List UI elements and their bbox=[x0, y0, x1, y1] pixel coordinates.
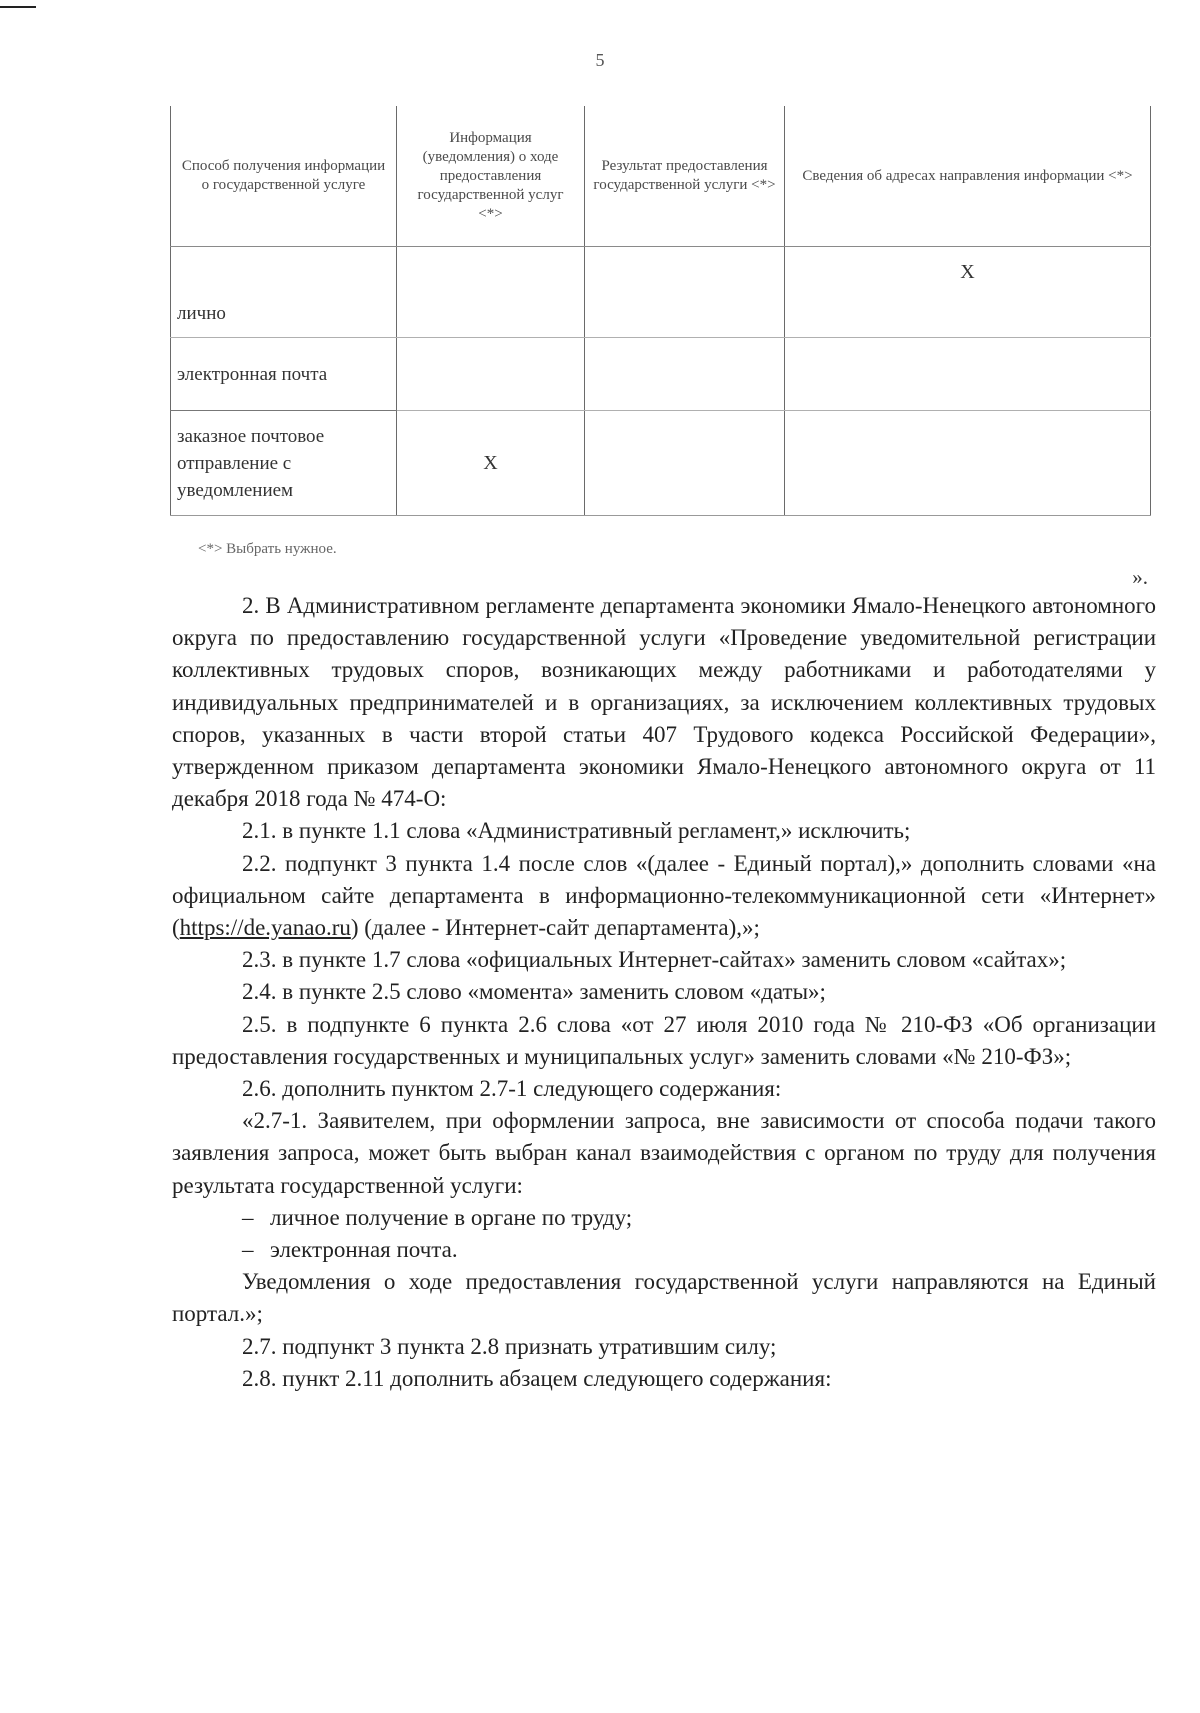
paragraph-2-7: 2.7. подпункт 3 пункта 2.8 признать утратившим силу; bbox=[242, 1333, 777, 1359]
progress-cell bbox=[397, 247, 585, 338]
method-cell: лично bbox=[171, 247, 397, 338]
header-progress: Информация (уведомления) о ходе предоставления государственной услуг <*> bbox=[397, 106, 585, 247]
website-link[interactable]: https://de.yanao.ru bbox=[179, 915, 351, 941]
addresses-cell bbox=[785, 338, 1151, 411]
paragraph-2-1: 2.1. в пункте 1.1 слова «Административный регламент,» исключить; bbox=[242, 818, 911, 844]
page-number: 5 bbox=[595, 50, 605, 70]
header-method: Способ получения информации о государственной услуге bbox=[171, 106, 397, 247]
paragraph-2-6: 2.6. дополнить пунктом 2.7-1 следующего содержания: bbox=[242, 1076, 782, 1102]
list-item bbox=[172, 1234, 1156, 1266]
paragraph-2-5: 2.5. в подпункте 6 пункта 2.6 слова «от 27 июля 2010 года № 210-ФЗ «Об организации предоставления государственных и муниципальных услуг» заменить словами «№ 210-ФЗ»; bbox=[172, 1011, 1156, 1069]
paragraph-2-2 bbox=[172, 848, 1156, 945]
dash-marker: – bbox=[242, 1204, 254, 1230]
result-cell bbox=[585, 338, 785, 411]
list-item-text: электронная почта. bbox=[270, 1237, 458, 1263]
paragraph-2-4: 2.4. в пункте 2.5 слово «момента» заменить словом «даты»; bbox=[242, 979, 826, 1005]
paragraph-2-8: 2.8. пункт 2.11 дополнить абзацем следующего содержания: bbox=[242, 1365, 832, 1391]
addresses-cell bbox=[785, 411, 1151, 516]
table-row bbox=[171, 247, 1151, 338]
table-footnote: <*> Выбрать нужное. bbox=[198, 541, 337, 557]
header-result: Результат предоставления государственной услуги <*> bbox=[585, 106, 785, 247]
paragraph-notice: Уведомления о ходе предоставления государственной услуги направляются на Единый портал.»; bbox=[172, 1269, 1156, 1327]
method-cell: заказное почтовое отправление с уведомлением bbox=[171, 411, 397, 516]
paragraph-2-2-tail: ) (далее - Интернет-сайт департамента),»; bbox=[350, 915, 760, 941]
addresses-cell: X bbox=[785, 247, 1151, 338]
list-item bbox=[172, 1202, 1156, 1234]
method-cell: электронная почта bbox=[171, 338, 397, 411]
progress-cell: X bbox=[397, 411, 585, 516]
table-row bbox=[171, 338, 1151, 411]
result-cell bbox=[585, 247, 785, 338]
info-channels-table bbox=[170, 106, 1151, 516]
paragraph-2-7-1: «2.7-1. Заявителем, при оформлении запроса, вне зависимости от способа подачи такого заявления запроса, может быть выбран канал взаимодействия с органом по труду для получения результата государственной услуги: bbox=[172, 1108, 1156, 1198]
table-header-row bbox=[171, 106, 1151, 247]
header-addresses: Сведения об адресах направления информации <*> bbox=[785, 106, 1151, 247]
result-cell bbox=[585, 411, 785, 516]
paragraph-2: 2. В Административном регламенте департамента экономики Ямало-Ненецкого автономного округа по предоставлению государственной услуги «Проведение уведомительной регистрации коллективных трудовых споров, возникающих между работниками и работодателями у индивидуальных предпринимателей и в организациях, за исключением коллективных трудовых споров, указанных в части второй статьи 407 Трудового кодекса Российской Федерации», утвержденном приказом департамента экономики Ямало-Ненецкого автономного округа от 11 декабря 2018 года № 474-О: bbox=[172, 593, 1156, 812]
document-body bbox=[172, 590, 1156, 1395]
top-edge-rule bbox=[0, 6, 36, 8]
closing-quote: ». bbox=[1132, 565, 1148, 589]
paragraph-2-3: 2.3. в пункте 1.7 слова «официальных Интернет-сайтах» заменить словом «сайтах»; bbox=[242, 947, 1067, 973]
progress-cell bbox=[397, 338, 585, 411]
table-row bbox=[171, 411, 1151, 516]
list-item-text: личное получение в органе по труду; bbox=[270, 1204, 633, 1230]
dash-marker: – bbox=[242, 1237, 254, 1263]
paragraph-2-2-text: 2.2. подпункт 3 пункта 1.4 после слов «(далее - Единый портал),» дополнить словами «на официальном сайте департамента в информационно-телекоммуникационной сети «Интернет» ( bbox=[172, 850, 1156, 941]
